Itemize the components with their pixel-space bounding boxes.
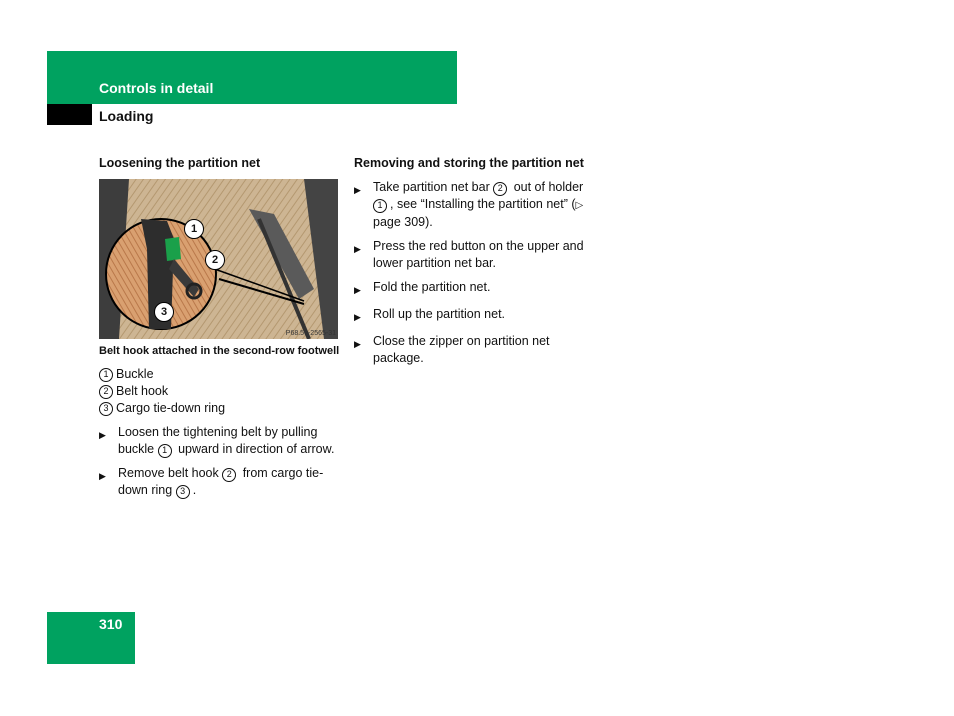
bullet-arrow-icon: ▶ bbox=[354, 312, 361, 322]
section-title: Controls in detail bbox=[99, 80, 214, 96]
step-text: Fold the partition net. bbox=[373, 280, 491, 294]
page-number: 310 bbox=[99, 616, 123, 632]
instruction-step bbox=[354, 333, 594, 367]
legend-text: Belt hook bbox=[116, 384, 169, 398]
bullet-arrow-icon: ▶ bbox=[354, 185, 361, 195]
instruction-step bbox=[354, 279, 594, 299]
figure-code: P68.50-2565-31 bbox=[285, 330, 336, 337]
bullet-arrow-icon: ▶ bbox=[354, 339, 361, 349]
page-number-box bbox=[47, 612, 135, 664]
step-text: Loosen the tightening belt by pulling buckle 1 upward in direction of arrow. bbox=[118, 425, 335, 456]
right-heading: Removing and storing the partition net bbox=[354, 156, 584, 170]
instruction-step bbox=[354, 306, 594, 326]
callout-3 bbox=[154, 302, 174, 322]
bullet-arrow-icon: ▶ bbox=[99, 430, 106, 440]
step-text: Close the zipper on partition net package. bbox=[373, 334, 550, 365]
belt-hook-illustration bbox=[99, 179, 338, 339]
bullet-arrow-icon: ▶ bbox=[354, 285, 361, 295]
bullet-arrow-icon: ▶ bbox=[99, 471, 106, 481]
figure-caption: Belt hook attached in the second-row footwell bbox=[99, 345, 340, 357]
left-column bbox=[99, 156, 344, 506]
legend-list bbox=[99, 366, 344, 417]
right-column bbox=[354, 156, 594, 374]
left-heading: Loosening the partition net bbox=[99, 156, 261, 170]
header-band bbox=[47, 51, 457, 104]
step-text: Remove belt hook 2 from cargo tie-down ring 3 . bbox=[118, 466, 324, 497]
legend-text: Cargo tie-down ring bbox=[116, 401, 226, 415]
callout-2-label: 2 bbox=[211, 254, 219, 266]
legend-item bbox=[99, 383, 344, 400]
subsection-title: Loading bbox=[99, 108, 154, 124]
instruction-step bbox=[99, 424, 344, 458]
callout-1 bbox=[184, 219, 204, 239]
section-tab-marker bbox=[47, 104, 92, 125]
legend-number: 3 bbox=[99, 402, 113, 416]
instruction-step bbox=[354, 179, 594, 231]
legend-number: 2 bbox=[99, 385, 113, 399]
legend-text: Buckle bbox=[116, 367, 154, 381]
legend-item bbox=[99, 400, 344, 417]
callout-1-label: 1 bbox=[190, 223, 198, 235]
callout-2 bbox=[205, 250, 225, 270]
callout-3-label: 3 bbox=[160, 306, 168, 318]
instruction-step bbox=[99, 465, 344, 499]
step-text: Roll up the partition net. bbox=[373, 307, 506, 321]
page-reference-icon[interactable]: ▷ bbox=[575, 200, 584, 211]
step-text: Press the red button on the upper and lower partition net bar. bbox=[373, 239, 584, 270]
legend-number: 1 bbox=[99, 368, 113, 382]
step-text: Take partition net bar 2 out of holder 1 , see “Installing the partition net” (▷ page 309). bbox=[373, 180, 584, 229]
bullet-arrow-icon: ▶ bbox=[354, 244, 361, 254]
instruction-step bbox=[354, 238, 594, 272]
legend-item bbox=[99, 366, 344, 383]
